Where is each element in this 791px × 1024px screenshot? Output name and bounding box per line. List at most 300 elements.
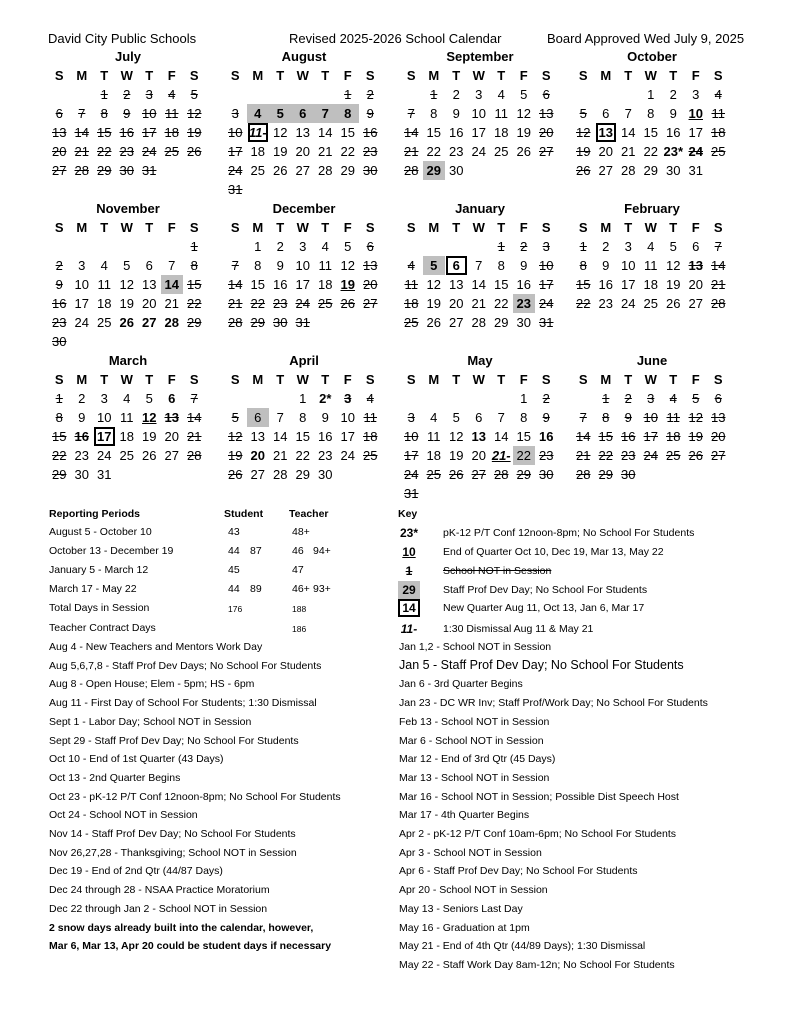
weekday-header: M <box>428 220 440 235</box>
calendar-day: 29 <box>340 163 355 178</box>
calendar-day: 24 <box>643 448 658 463</box>
calendar-day: 15 <box>97 125 112 140</box>
weekday-header: W <box>296 372 309 387</box>
event-item: Mar 13 - School NOT in Session <box>399 771 550 784</box>
calendar-day: 6 <box>692 239 700 254</box>
calendar-day: 11 <box>120 410 134 425</box>
key-description: 1:30 Dismissal Aug 11 & May 21 <box>443 623 594 635</box>
calendar-day: 2 <box>520 239 528 254</box>
district-name: David City Public Schools <box>48 31 197 46</box>
calendar-day: 18 <box>494 125 509 140</box>
weekday-header: F <box>519 220 528 235</box>
calendar-day: 2 <box>452 87 460 102</box>
calendar-day: 13 <box>52 125 67 140</box>
calendar-day: 28 <box>318 163 333 178</box>
calendar-day: 1 <box>520 391 528 406</box>
month-name: November <box>96 201 160 216</box>
weekday-header: F <box>691 372 700 387</box>
calendar-day: 20 <box>142 296 157 311</box>
calendar-day: 25 <box>666 448 681 463</box>
empty-cell <box>71 85 94 104</box>
calendar-day: 20 <box>52 144 67 159</box>
calendar-day: 27 <box>52 163 67 178</box>
weekday-header: T <box>624 220 633 235</box>
month-grid <box>400 66 560 180</box>
calendar-day: 25 <box>404 315 419 330</box>
calendar-day: 21 <box>471 296 486 311</box>
calendar-day: 3 <box>299 239 307 254</box>
calendar-day: 2 <box>276 239 284 254</box>
empty-cell <box>48 85 71 104</box>
calendar-day: 4 <box>123 391 131 406</box>
calendar-day: 18 <box>643 277 658 292</box>
calendar-day: 12 <box>228 429 243 444</box>
calendar-day: 10 <box>97 410 112 425</box>
calendar-day: 15 <box>340 125 355 140</box>
key-symbol: 29 <box>398 581 420 599</box>
weekday-header: M <box>76 372 88 387</box>
calendar-day: 31 <box>142 163 157 178</box>
weekday-header: T <box>100 372 109 387</box>
calendar-day: 17 <box>404 448 419 463</box>
calendar-day: 22 <box>52 448 67 463</box>
calendar-day: 24 <box>340 448 355 463</box>
calendar-day: 5 <box>669 239 677 254</box>
calendar-day: 10 <box>688 106 703 121</box>
empty-cell <box>161 237 184 256</box>
calendar-day: 2 <box>669 87 677 102</box>
calendar-day: 20 <box>363 277 378 292</box>
calendar-day: 23 <box>74 448 89 463</box>
month-june <box>572 352 732 484</box>
calendar-day: 3 <box>344 391 352 406</box>
calendar-day: 27 <box>711 448 726 463</box>
calendar-day: 31 <box>295 315 310 330</box>
event-item: Oct 23 - pK-12 P/T Conf 12noon-8pm; No School For Students <box>49 790 341 803</box>
calendar-day: 30 <box>449 163 464 178</box>
calendar-day: 6 <box>55 106 63 121</box>
calendar-day: 6 <box>475 410 483 425</box>
calendar-day: 6 <box>247 408 270 427</box>
calendar-day: 23 <box>449 144 464 159</box>
calendar-day: 11 <box>666 410 680 425</box>
calendar-day: 11 <box>427 429 441 444</box>
calendar-day: 27 <box>449 315 464 330</box>
empty-cell <box>400 237 423 256</box>
month-december <box>224 200 384 332</box>
calendar-day: 9 <box>452 106 460 121</box>
calendar-day: 20 <box>449 296 464 311</box>
weekday-header: S <box>406 372 416 387</box>
empty-cell <box>269 85 292 104</box>
calendar-day: 9 <box>624 410 632 425</box>
calendar-day: 9 <box>55 277 63 292</box>
calendar-day: 18 <box>164 125 179 140</box>
reporting-label: Teacher Contract Days <box>49 622 156 634</box>
calendar-day: 16 <box>363 125 378 140</box>
calendar-day: 12 <box>688 410 703 425</box>
calendar-day: 1 <box>647 87 655 102</box>
month-name: May <box>467 353 493 368</box>
calendar-day: 26 <box>449 467 464 482</box>
event-item: Sept 29 - Staff Prof Dev Day; No School For Students <box>49 734 299 747</box>
month-name: February <box>624 201 680 216</box>
calendar-day: 13 <box>142 277 157 292</box>
weekday-header: T <box>276 220 285 235</box>
calendar-day: 22 <box>576 296 591 311</box>
empty-cell <box>48 237 71 256</box>
reporting-s1: 44 <box>228 545 240 557</box>
calendar-day: 23 <box>621 448 636 463</box>
event-item: Aug 8 - Open House; Elem - 5pm; HS - 6pm <box>49 678 255 691</box>
calendar-day: 18 <box>711 125 726 140</box>
weekday-header: M <box>252 220 264 235</box>
month-name: October <box>627 49 677 64</box>
calendar-day: 7 <box>231 258 239 273</box>
weekday-header: W <box>472 372 485 387</box>
calendar-day: 21 <box>74 144 89 159</box>
reporting-s1: 176 <box>228 604 243 614</box>
weekday-header: T <box>624 372 633 387</box>
calendar-day: 9 <box>602 258 610 273</box>
weekday-header: T <box>276 372 285 387</box>
calendar-day: 12 <box>119 277 134 292</box>
weekday-header: W <box>120 372 133 387</box>
calendar-day: 6 <box>602 106 610 121</box>
empty-cell <box>269 389 292 408</box>
weekday-header: S <box>54 372 64 387</box>
weekday-header: W <box>120 220 133 235</box>
calendar-day: 14 <box>621 125 636 140</box>
weekday-header: M <box>600 68 612 83</box>
empty-cell <box>468 389 491 408</box>
calendar-day: 19 <box>187 125 202 140</box>
weekday-header: M <box>252 372 264 387</box>
reporting-s1: 43 <box>228 526 240 538</box>
calendar-day: 7 <box>497 410 505 425</box>
month-grid <box>48 66 208 180</box>
weekday-header: W <box>296 220 309 235</box>
event-item: Mar 17 - 4th Quarter Begins <box>399 809 530 822</box>
calendar-day: 23 <box>363 144 378 159</box>
weekday-header: S <box>541 68 551 83</box>
event-item: Mar 6 - School NOT in Session <box>399 734 544 747</box>
empty-cell <box>224 237 247 256</box>
calendar-day: 22 <box>97 144 112 159</box>
calendar-day: 1 <box>190 239 198 254</box>
calendar-day: 7 <box>407 106 415 121</box>
empty-cell <box>400 389 423 408</box>
weekday-header: S <box>578 68 588 83</box>
calendar-day: 11 <box>494 106 508 121</box>
calendar-day: 29 <box>598 467 613 482</box>
weekday-header: S <box>713 68 723 83</box>
reporting-label: October 13 - December 19 <box>49 545 174 557</box>
weekday-header: M <box>252 68 264 83</box>
calendar-day: 12 <box>273 125 288 140</box>
empty-cell <box>292 85 315 104</box>
calendar-day: 27 <box>539 144 554 159</box>
month-september <box>400 48 560 180</box>
weekday-header: M <box>600 372 612 387</box>
calendar-day: 27 <box>142 315 157 330</box>
calendar-day: 7 <box>78 106 86 121</box>
calendar-day: 30 <box>621 467 636 482</box>
calendar-day: 1 <box>299 391 307 406</box>
reporting-s1: 45 <box>228 564 240 576</box>
calendar-day: 8 <box>497 258 505 273</box>
calendar-day: 28 <box>74 163 89 178</box>
calendar-day: 16 <box>598 277 613 292</box>
calendar-day: 20 <box>250 448 265 463</box>
empty-cell <box>224 389 247 408</box>
month-november <box>48 200 208 351</box>
calendar-day: 11 <box>404 277 418 292</box>
calendar-day: 17 <box>539 277 554 292</box>
event-item: 2 snow days already built into the calendar, however, <box>49 921 314 934</box>
calendar-day: 8 <box>190 258 198 273</box>
event-item: Oct 24 - School NOT in Session <box>49 809 198 822</box>
calendar-day: 3 <box>78 258 86 273</box>
calendar-day: 26 <box>187 144 202 159</box>
empty-cell <box>93 237 116 256</box>
weekday-header: S <box>189 220 199 235</box>
calendar-day: 8 <box>579 258 587 273</box>
calendar-title: Revised 2025-2026 School Calendar <box>289 31 502 46</box>
reporting-t1: 46+ <box>292 583 310 595</box>
weekday-header: F <box>343 68 352 83</box>
weekday-header: T <box>497 220 506 235</box>
calendar-day: 24 <box>142 144 157 159</box>
calendar-day: 20 <box>598 144 613 159</box>
reporting-t1: 186 <box>292 624 307 634</box>
calendar-day: 20 <box>164 429 179 444</box>
weekday-header: M <box>76 220 88 235</box>
calendar-day: 28 <box>711 296 726 311</box>
weekday-header: F <box>691 220 700 235</box>
calendar-day: 29 <box>516 467 531 482</box>
calendar-day: 21 <box>228 296 243 311</box>
calendar-day: 23 <box>318 448 333 463</box>
weekday-header: T <box>624 68 633 83</box>
calendar-day: 29 <box>187 315 202 330</box>
calendar-day: 23 <box>598 296 613 311</box>
calendar-day: 10 <box>340 410 355 425</box>
weekday-header: S <box>365 220 375 235</box>
calendar-day: 4 <box>366 391 374 406</box>
calendar-day: 26 <box>273 163 288 178</box>
calendar-day: 26 <box>340 296 355 311</box>
calendar-day: 11 <box>363 410 377 425</box>
calendar-day: 31 <box>404 486 419 501</box>
month-grid <box>224 66 384 199</box>
calendar-day: 5 <box>423 256 446 275</box>
month-grid <box>572 370 732 484</box>
calendar-day: 17 <box>295 277 310 292</box>
calendar-day: 3 <box>647 391 655 406</box>
calendar-day: 18 <box>426 448 441 463</box>
calendar-day: 12 <box>426 277 441 292</box>
calendar-day: 8 <box>100 106 108 121</box>
weekday-header: T <box>321 220 330 235</box>
weekday-header: W <box>296 68 309 83</box>
calendar-day: 7 <box>190 391 198 406</box>
teacher-column-header: Teacher <box>289 508 329 520</box>
calendar-day: 18 <box>250 144 265 159</box>
calendar-day: 16 <box>52 296 67 311</box>
weekday-header: T <box>145 220 154 235</box>
weekday-header: T <box>452 220 461 235</box>
weekday-header: T <box>100 220 109 235</box>
key-symbol: 1 <box>405 564 413 578</box>
calendar-day: 29 <box>295 467 310 482</box>
calendar-day: 5 <box>145 391 153 406</box>
calendar-day: 21- <box>491 448 511 463</box>
calendar-day: 1 <box>344 87 352 102</box>
key-description: New Quarter Aug 11, Oct 13, Jan 6, Mar 17 <box>443 602 645 614</box>
calendar-day: 17 <box>93 427 116 446</box>
calendar-day: 16 <box>119 125 134 140</box>
event-item: Aug 5,6,7,8 - Staff Prof Dev Days; No School For Students <box>49 659 322 672</box>
board-approved-date: Board Approved Wed July 9, 2025 <box>547 31 745 46</box>
calendar-day: 2 <box>78 391 86 406</box>
calendar-day: 17 <box>142 125 157 140</box>
weekday-header: T <box>669 68 678 83</box>
month-january <box>400 200 560 332</box>
calendar-day: 15 <box>576 277 591 292</box>
calendar-day: 7 <box>714 239 722 254</box>
event-item: Oct 10 - End of 1st Quarter (43 Days) <box>49 753 224 766</box>
calendar-day: 4 <box>647 239 655 254</box>
calendar-day: 15 <box>426 125 441 140</box>
calendar-day: 8 <box>647 106 655 121</box>
calendar-day: 7 <box>314 104 337 123</box>
calendar-day: 24 <box>621 296 636 311</box>
month-october <box>572 48 732 180</box>
month-july <box>48 48 208 180</box>
event-item: Mar 16 - School NOT in Session; Possible Dist Speech Host <box>399 790 679 803</box>
weekday-header: F <box>519 372 528 387</box>
event-item: Apr 3 - School NOT in Session <box>399 846 542 859</box>
calendar-day: 4 <box>247 104 270 123</box>
calendar-day: 9 <box>520 258 528 273</box>
calendar-day: 21 <box>318 144 333 159</box>
calendar-day: 24 <box>471 144 486 159</box>
calendar-day: 30 <box>516 315 531 330</box>
weekday-header: T <box>669 372 678 387</box>
event-item: Dec 22 through Jan 2 - School NOT in Session <box>49 902 268 915</box>
calendar-day: 21 <box>187 429 202 444</box>
calendar-day: 17 <box>340 429 355 444</box>
calendar-day: 16 <box>318 429 333 444</box>
calendar-day: 30 <box>119 163 134 178</box>
month-grid <box>224 218 384 332</box>
calendar-day: 1 <box>579 239 587 254</box>
empty-cell <box>445 389 468 408</box>
month-name: August <box>281 49 327 64</box>
event-item: May 16 - Graduation at 1pm <box>399 921 530 934</box>
empty-cell <box>595 85 618 104</box>
event-item: Dec 24 through 28 - NSAA Practice Moratorium <box>49 884 270 897</box>
calendar-day: 21 <box>404 144 419 159</box>
calendar-day: 30 <box>363 163 378 178</box>
calendar-day: 26 <box>228 467 243 482</box>
calendar-day: 3 <box>145 87 153 102</box>
calendar-day: 23 <box>119 144 134 159</box>
calendar-day: 18 <box>97 296 112 311</box>
calendar-day: 6 <box>366 239 374 254</box>
calendar-day: 14 <box>404 125 419 140</box>
calendar-day: 10 <box>142 106 157 121</box>
calendar-day: 19 <box>142 429 157 444</box>
calendar-day: 27 <box>295 163 310 178</box>
calendar-day: 19 <box>228 448 243 463</box>
calendar-day: 13 <box>688 258 703 273</box>
month-grid <box>572 66 732 180</box>
calendar-day: 9 <box>366 106 374 121</box>
key-description: End of Quarter Oct 10, Dec 19, Mar 13, May 22 <box>443 546 664 558</box>
calendar-day: 10 <box>621 258 636 273</box>
weekday-header: S <box>230 68 240 83</box>
month-grid <box>400 370 560 503</box>
calendar-day: 16 <box>621 429 636 444</box>
calendar-day: 6 <box>145 258 153 273</box>
calendar-day: 1 <box>100 87 108 102</box>
reporting-t1: 47 <box>292 564 304 576</box>
student-column-header: Student <box>224 508 264 520</box>
calendar-day: 8 <box>254 258 262 273</box>
calendar-day: 12 <box>142 410 157 425</box>
weekday-header: T <box>145 68 154 83</box>
weekday-header: T <box>321 372 330 387</box>
calendar-day: 12 <box>187 106 202 121</box>
weekday-header: S <box>230 220 240 235</box>
calendar-day: 14 <box>576 429 591 444</box>
weekday-header: W <box>120 68 133 83</box>
calendar-day: 2 <box>602 239 610 254</box>
month-grid <box>48 370 208 484</box>
calendar-day: 22 <box>340 144 355 159</box>
calendar-day: 25 <box>119 448 134 463</box>
calendar-day: 5 <box>452 410 460 425</box>
calendar-day: 25 <box>711 144 726 159</box>
calendar-day: 15 <box>643 125 658 140</box>
calendar-day: 19 <box>576 144 591 159</box>
calendar-day: 25 <box>164 144 179 159</box>
calendar-day: 9 <box>123 106 131 121</box>
reporting-t2: 93+ <box>313 583 331 595</box>
weekday-header: S <box>54 220 64 235</box>
calendar-day: 7 <box>624 106 632 121</box>
calendar-day: 2 <box>366 87 374 102</box>
calendar-day: 13 <box>471 429 486 444</box>
calendar-day: 13 <box>250 429 265 444</box>
calendar-day: 19 <box>449 448 464 463</box>
event-item: May 13 - Seniors Last Day <box>399 902 523 915</box>
calendar-day: 23 <box>539 448 554 463</box>
empty-cell <box>247 389 270 408</box>
reporting-t1: 46 <box>292 545 304 557</box>
key-symbol: 10 <box>402 545 416 559</box>
calendar-day: 31 <box>228 182 243 197</box>
calendar-day: 26 <box>666 296 681 311</box>
calendar-day: 25 <box>318 296 333 311</box>
calendar-day: 8 <box>602 410 610 425</box>
calendar-day: 11 <box>644 258 658 273</box>
weekday-header: F <box>167 68 176 83</box>
calendar-day: 5 <box>190 87 198 102</box>
calendar-day: 14 <box>187 410 202 425</box>
